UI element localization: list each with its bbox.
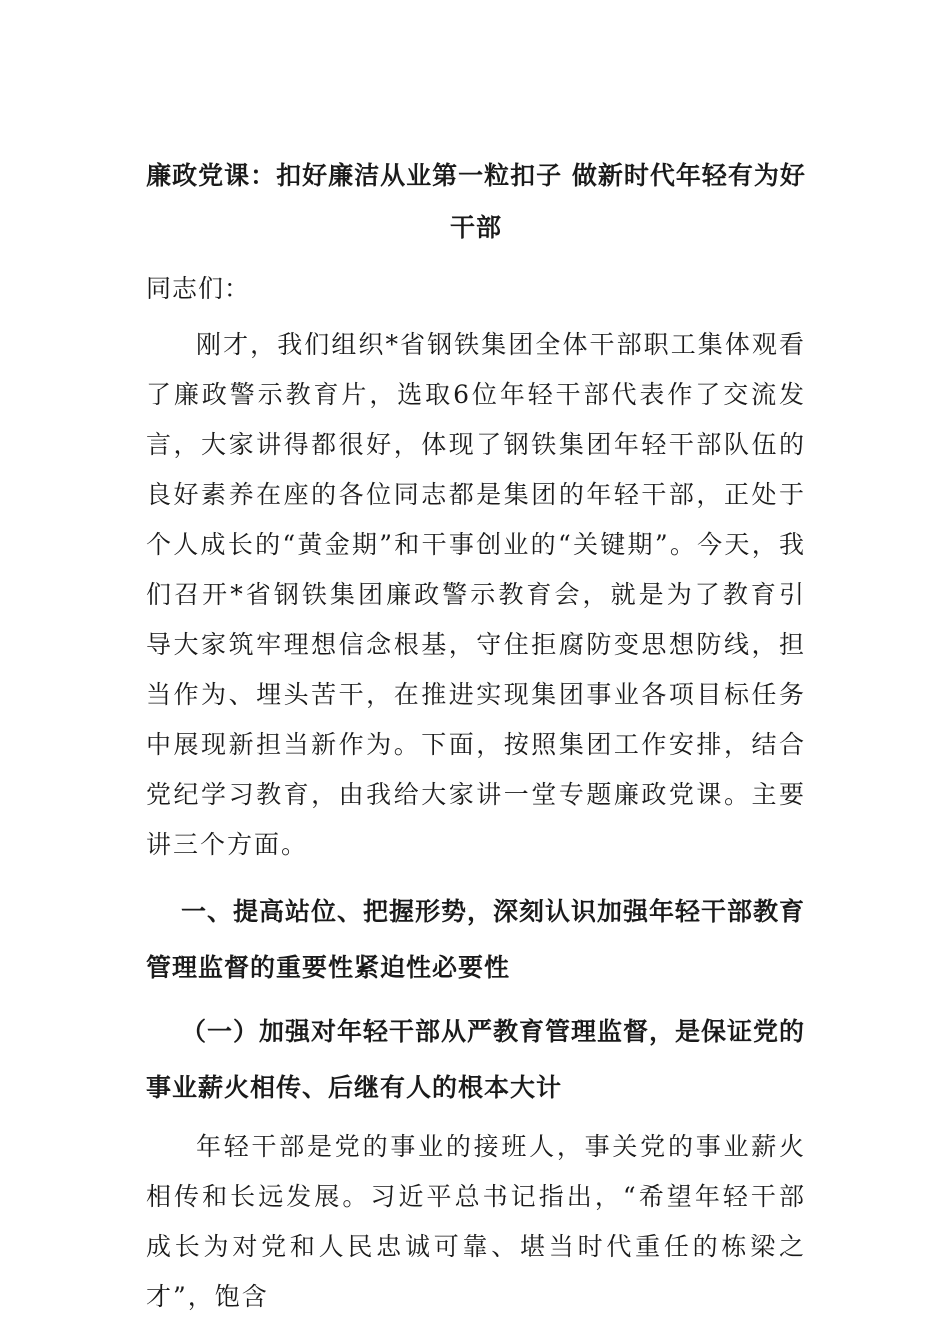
body-paragraph-2: 年轻干部是党的事业的接班人，事关党的事业薪火相传和长远发展。习近平总书记指出，“希望年轻干部成长为对党和人民忠诚可靠、堪当时代重任的栋梁之才”，饱含 xyxy=(146,1132,806,1311)
body-paragraph-1: 刚才，我们组织*省钢铁集团全体干部职工集体观看了廉政警示教育片，选取6位年轻干部代表作了交流发言，大家讲得都很好，体现了钢铁集团年轻干部队伍的良好素养在座的各位同志都是集团的年轻干部，正处于个人成长的“黄金期”和干事创业的“关键期”。今天，我们召开*省钢铁集团廉政警示教育会，就是为了教育引导大家筑牢理想信念根基，守住拒腐防变思想防线，担当作为、埋头苦干，在推进实现集团事业各项目标任务中展现新担当新作为。下面，按照集团工作安排，结合党纪学习教育，由我给大家讲一堂专题廉政党课。主要讲三个方面。 xyxy=(146,330,806,859)
section-heading-1: 一、提高站位、把握形势，深刻认识加强年轻干部教育管理监督的重要性紧迫性必要性 xyxy=(146,897,806,982)
subsection-heading-1: （一）加强对年轻干部从严教育管理监督，是保证党的事业薪火相传、后继有人的根本大计 xyxy=(146,1017,806,1102)
document-page xyxy=(146,150,806,1322)
document-title: 廉政党课：扣好廉洁从业第一粒扣子 做新时代年轻有为好干部 xyxy=(146,161,806,242)
salutation: 同志们： xyxy=(146,274,251,303)
